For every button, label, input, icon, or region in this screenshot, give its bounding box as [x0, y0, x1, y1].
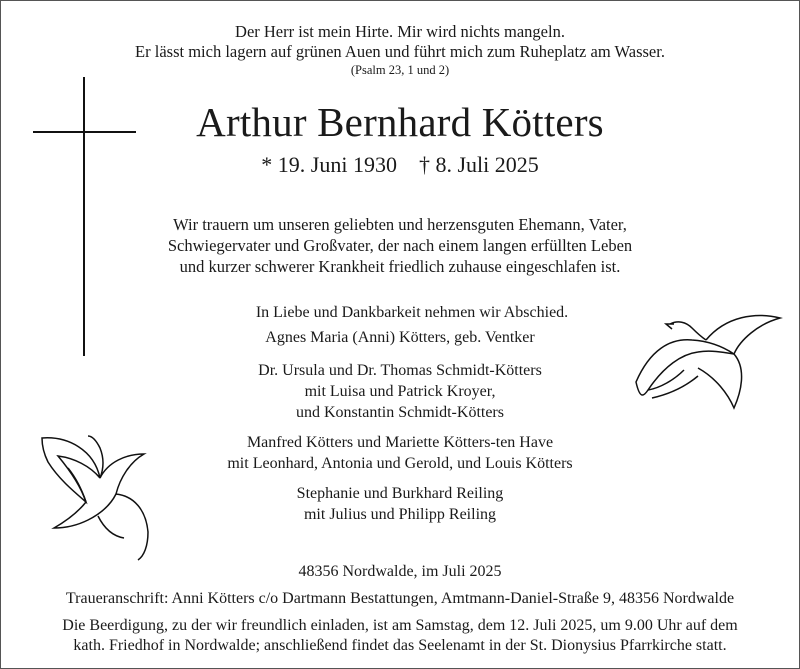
funeral-line-1: Die Beerdigung, zu der wir freundlich einladen, ist am Samstag, dem 12. Juli 2025, um 9.00 Uhr auf dem — [62, 617, 738, 634]
mourning-address: Traueranschrift: Anni Kötters c/o Dartmann Bestattungen, Amtmann-Daniel-Straße 9, 48356 Nordwalde — [65, 590, 735, 607]
family-spouse: Agnes Maria (Anni) Kötters, geb. Ventker — [265, 329, 535, 346]
life-dates: * 19. Juni 1930 † 8. Juli 2025 — [261, 152, 539, 177]
family-group3-line-2: mit Julius und Philipp Reiling — [303, 506, 497, 523]
farewell-line: In Liebe und Dankbarkeit nehmen wir Abschied. — [255, 304, 569, 321]
deceased-name: Arthur Bernhard Kötters — [196, 99, 604, 145]
family-group1-line-1: Dr. Ursula und Dr. Thomas Schmidt-Kötters — [258, 362, 542, 379]
family-group3-line-1: Stephanie und Burkhard Reiling — [296, 485, 504, 502]
family-group1-line-3: und Konstantin Schmidt-Kötters — [296, 404, 504, 421]
tribute-line-3: und kurzer schwerer Krankheit friedlich zuhause eingeschlafen ist. — [179, 257, 621, 276]
family-group2-line-1: Manfred Kötters und Mariette Kötters-ten Have — [246, 434, 554, 451]
tribute-line-2: Schwiegervater und Großvater, der nach einem langen erfüllten Leben — [167, 236, 633, 255]
tribute-line-1: Wir trauern um unseren geliebten und herzensguten Ehemann, Vater, — [173, 215, 627, 234]
family-group2-line-2: mit Leonhard, Antonia und Gerold, und Louis Kötters — [227, 455, 573, 472]
psalm-line-1: Der Herr ist mein Hirte. Mir wird nichts mangeln. — [235, 22, 565, 41]
place-date: 48356 Nordwalde, im Juli 2025 — [298, 563, 502, 580]
psalm-reference: (Psalm 23, 1 und 2) — [350, 63, 450, 77]
psalm-line-2: Er lässt mich lagern auf grünen Auen und führt mich zum Ruheplatz am Wasser. — [135, 42, 665, 61]
funeral-line-2: kath. Friedhof in Nordwalde; anschließend findet das Seelenamt in der St. Dionysius Pfarrkirche statt. — [73, 637, 727, 654]
family-group1-line-2: mit Luisa und Patrick Kroyer, — [304, 383, 496, 400]
